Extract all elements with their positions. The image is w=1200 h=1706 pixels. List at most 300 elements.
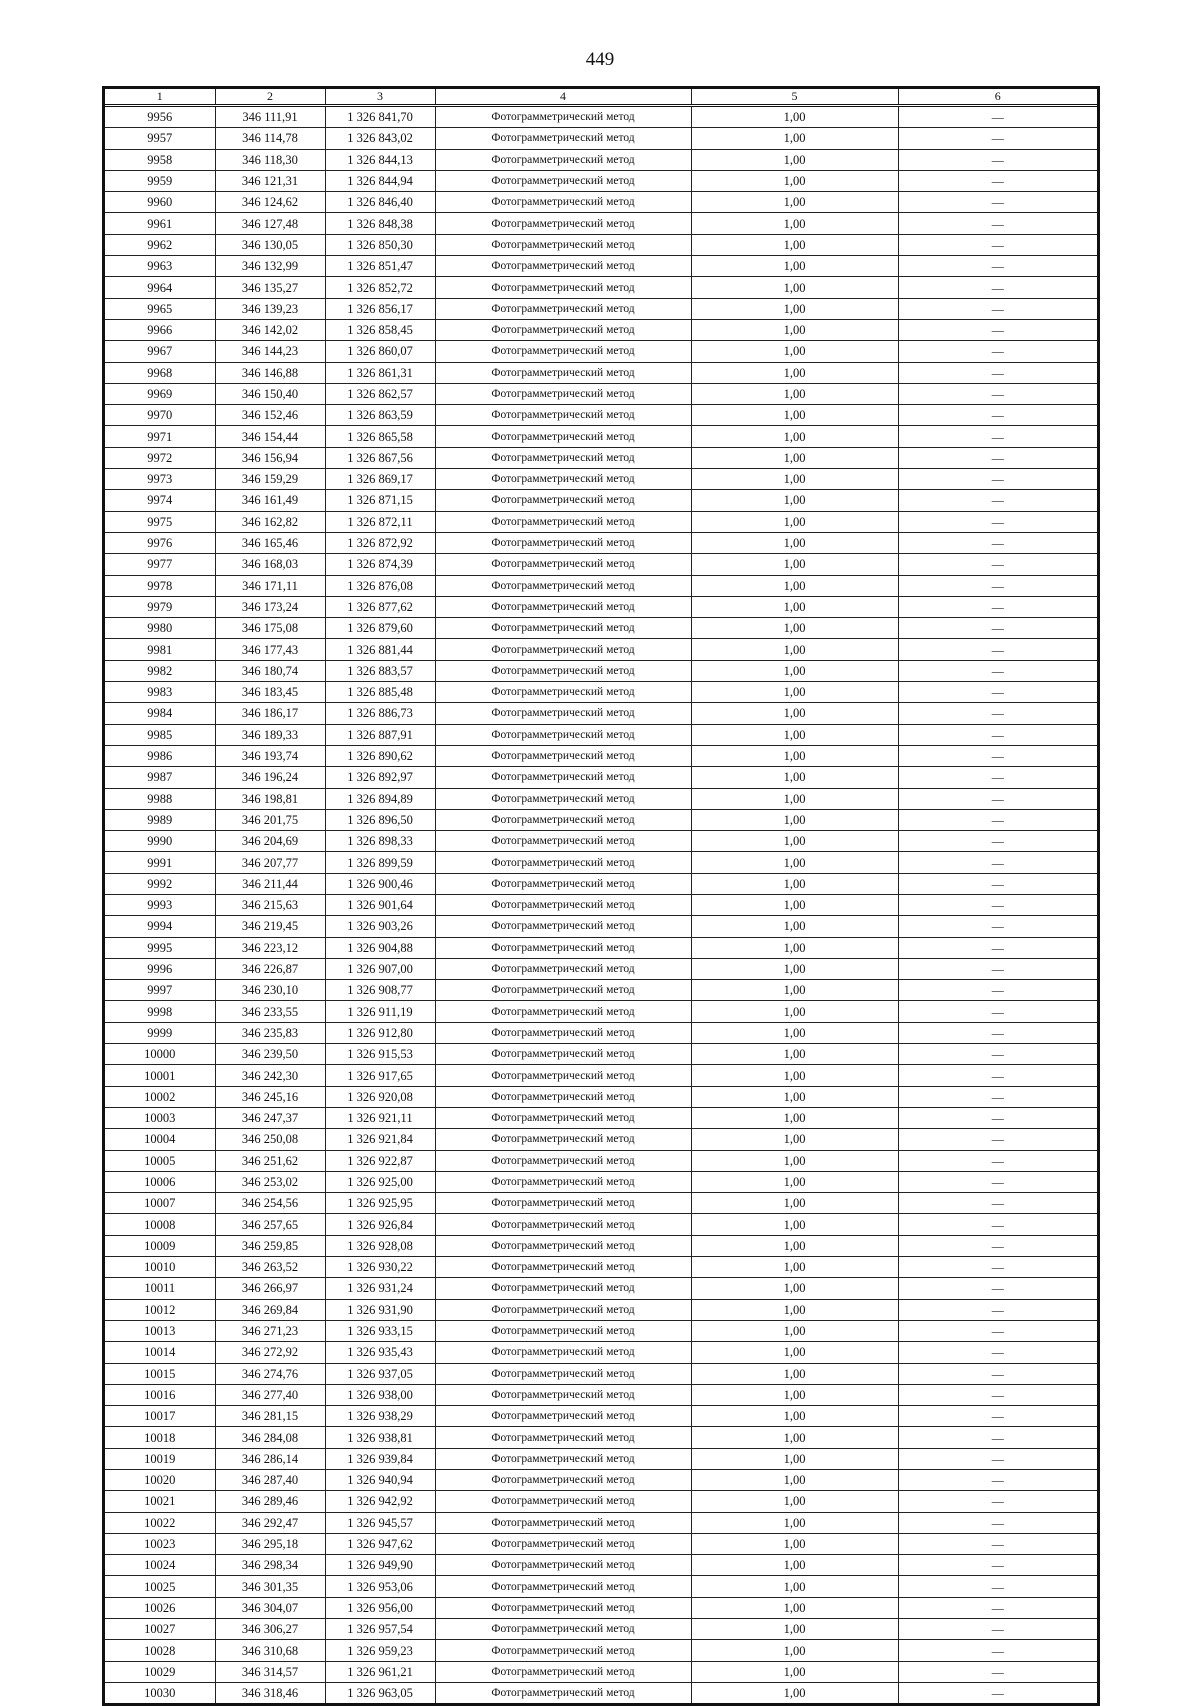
accuracy-cell: 1,00 — [691, 788, 898, 809]
method-cell: Фотограмметрический метод — [435, 1171, 691, 1192]
x-coordinate-cell: 346 135,27 — [215, 277, 325, 298]
point-number-cell: 10029 — [105, 1661, 215, 1682]
accuracy-cell: 1,00 — [691, 341, 898, 362]
note-cell: — — [898, 1129, 1097, 1150]
table-row — [105, 1576, 1097, 1597]
point-number-cell: 9961 — [105, 213, 215, 234]
method-cell: Фотограмметрический метод — [435, 1512, 691, 1533]
method-cell: Фотограмметрический метод — [435, 916, 691, 937]
column-header: 6 — [898, 89, 1097, 106]
accuracy-cell: 1,00 — [691, 1533, 898, 1554]
accuracy-cell: 1,00 — [691, 1363, 898, 1384]
method-cell: Фотограмметрический метод — [435, 682, 691, 703]
point-number-cell: 9987 — [105, 767, 215, 788]
point-number-cell: 9972 — [105, 447, 215, 468]
note-cell: — — [898, 596, 1097, 617]
accuracy-cell: 1,00 — [691, 532, 898, 553]
y-coordinate-cell: 1 326 862,57 — [325, 383, 435, 404]
x-coordinate-cell: 346 150,40 — [215, 383, 325, 404]
x-coordinate-cell: 346 211,44 — [215, 873, 325, 894]
note-cell: — — [898, 277, 1097, 298]
x-coordinate-cell: 346 230,10 — [215, 980, 325, 1001]
point-number-cell: 10011 — [105, 1278, 215, 1299]
table-body — [105, 106, 1097, 1704]
y-coordinate-cell: 1 326 872,11 — [325, 511, 435, 532]
x-coordinate-cell: 346 274,76 — [215, 1363, 325, 1384]
point-number-cell: 9980 — [105, 618, 215, 639]
note-cell: — — [898, 1257, 1097, 1278]
y-coordinate-cell: 1 326 938,00 — [325, 1384, 435, 1405]
note-cell: — — [898, 660, 1097, 681]
accuracy-cell: 1,00 — [691, 937, 898, 958]
table-row — [105, 1086, 1097, 1107]
point-number-cell: 9958 — [105, 149, 215, 170]
accuracy-cell: 1,00 — [691, 1491, 898, 1512]
y-coordinate-cell: 1 326 896,50 — [325, 809, 435, 830]
y-coordinate-cell: 1 326 867,56 — [325, 447, 435, 468]
accuracy-cell: 1,00 — [691, 575, 898, 596]
y-coordinate-cell: 1 326 956,00 — [325, 1597, 435, 1618]
accuracy-cell: 1,00 — [691, 618, 898, 639]
table-row — [105, 1044, 1097, 1065]
note-cell: — — [898, 1363, 1097, 1384]
table-row — [105, 1193, 1097, 1214]
note-cell: — — [898, 128, 1097, 149]
point-number-cell: 10028 — [105, 1640, 215, 1661]
accuracy-cell: 1,00 — [691, 1257, 898, 1278]
method-cell: Фотограмметрический метод — [435, 106, 691, 128]
note-cell: — — [898, 1214, 1097, 1235]
y-coordinate-cell: 1 326 890,62 — [325, 745, 435, 766]
y-coordinate-cell: 1 326 861,31 — [325, 362, 435, 383]
y-coordinate-cell: 1 326 903,26 — [325, 916, 435, 937]
x-coordinate-cell: 346 251,62 — [215, 1150, 325, 1171]
point-number-cell: 10008 — [105, 1214, 215, 1235]
method-cell: Фотограмметрический метод — [435, 958, 691, 979]
x-coordinate-cell: 346 204,69 — [215, 831, 325, 852]
method-cell: Фотограмметрический метод — [435, 554, 691, 575]
note-cell: — — [898, 1533, 1097, 1554]
method-cell: Фотограмметрический метод — [435, 724, 691, 745]
point-number-cell: 9959 — [105, 170, 215, 191]
accuracy-cell: 1,00 — [691, 1278, 898, 1299]
accuracy-cell: 1,00 — [691, 916, 898, 937]
method-cell: Фотограмметрический метод — [435, 596, 691, 617]
accuracy-cell: 1,00 — [691, 149, 898, 170]
accuracy-cell: 1,00 — [691, 852, 898, 873]
accuracy-cell: 1,00 — [691, 1512, 898, 1533]
method-cell: Фотограмметрический метод — [435, 1022, 691, 1043]
y-coordinate-cell: 1 326 883,57 — [325, 660, 435, 681]
coordinates-table-frame — [102, 86, 1100, 1706]
y-coordinate-cell: 1 326 872,92 — [325, 532, 435, 553]
accuracy-cell: 1,00 — [691, 128, 898, 149]
y-coordinate-cell: 1 326 860,07 — [325, 341, 435, 362]
table-row — [105, 106, 1097, 128]
table-header-row — [105, 89, 1097, 106]
point-number-cell: 9984 — [105, 703, 215, 724]
y-coordinate-cell: 1 326 892,97 — [325, 767, 435, 788]
accuracy-cell: 1,00 — [691, 1171, 898, 1192]
point-number-cell: 9985 — [105, 724, 215, 745]
y-coordinate-cell: 1 326 886,73 — [325, 703, 435, 724]
x-coordinate-cell: 346 198,81 — [215, 788, 325, 809]
note-cell: — — [898, 1150, 1097, 1171]
y-coordinate-cell: 1 326 848,38 — [325, 213, 435, 234]
note-cell: — — [898, 170, 1097, 191]
x-coordinate-cell: 346 284,08 — [215, 1427, 325, 1448]
note-cell: — — [898, 192, 1097, 213]
y-coordinate-cell: 1 326 852,72 — [325, 277, 435, 298]
x-coordinate-cell: 346 277,40 — [215, 1384, 325, 1405]
y-coordinate-cell: 1 326 877,62 — [325, 596, 435, 617]
point-number-cell: 9983 — [105, 682, 215, 703]
y-coordinate-cell: 1 326 922,87 — [325, 1150, 435, 1171]
table-row — [105, 1107, 1097, 1128]
table-row — [105, 958, 1097, 979]
y-coordinate-cell: 1 326 928,08 — [325, 1235, 435, 1256]
x-coordinate-cell: 346 207,77 — [215, 852, 325, 873]
method-cell: Фотограмметрический метод — [435, 660, 691, 681]
note-cell: — — [898, 298, 1097, 319]
table-row — [105, 213, 1097, 234]
table-row — [105, 1278, 1097, 1299]
note-cell: — — [898, 1342, 1097, 1363]
point-number-cell: 9974 — [105, 490, 215, 511]
table-row — [105, 1512, 1097, 1533]
accuracy-cell: 1,00 — [691, 980, 898, 1001]
accuracy-cell: 1,00 — [691, 767, 898, 788]
note-cell: — — [898, 106, 1097, 128]
x-coordinate-cell: 346 306,27 — [215, 1619, 325, 1640]
x-coordinate-cell: 346 114,78 — [215, 128, 325, 149]
x-coordinate-cell: 346 271,23 — [215, 1320, 325, 1341]
table-row — [105, 1342, 1097, 1363]
note-cell: — — [898, 788, 1097, 809]
accuracy-cell: 1,00 — [691, 1470, 898, 1491]
x-coordinate-cell: 346 292,47 — [215, 1512, 325, 1533]
x-coordinate-cell: 346 152,46 — [215, 405, 325, 426]
note-cell: — — [898, 1597, 1097, 1618]
accuracy-cell: 1,00 — [691, 192, 898, 213]
point-number-cell: 9963 — [105, 256, 215, 277]
table-row — [105, 554, 1097, 575]
accuracy-cell: 1,00 — [691, 277, 898, 298]
table-row — [105, 1640, 1097, 1661]
table-row — [105, 511, 1097, 532]
point-number-cell: 10002 — [105, 1086, 215, 1107]
table-row — [105, 937, 1097, 958]
x-coordinate-cell: 346 257,65 — [215, 1214, 325, 1235]
point-number-cell: 9998 — [105, 1001, 215, 1022]
x-coordinate-cell: 346 159,29 — [215, 469, 325, 490]
note-cell: — — [898, 1299, 1097, 1320]
method-cell: Фотограмметрический метод — [435, 1406, 691, 1427]
table-row — [105, 1533, 1097, 1554]
y-coordinate-cell: 1 326 907,00 — [325, 958, 435, 979]
point-number-cell: 9962 — [105, 234, 215, 255]
accuracy-cell: 1,00 — [691, 1022, 898, 1043]
method-cell: Фотограмметрический метод — [435, 1619, 691, 1640]
y-coordinate-cell: 1 326 957,54 — [325, 1619, 435, 1640]
note-cell: — — [898, 831, 1097, 852]
y-coordinate-cell: 1 326 949,90 — [325, 1555, 435, 1576]
table-row — [105, 724, 1097, 745]
x-coordinate-cell: 346 226,87 — [215, 958, 325, 979]
y-coordinate-cell: 1 326 901,64 — [325, 894, 435, 915]
table-row — [105, 319, 1097, 340]
accuracy-cell: 1,00 — [691, 511, 898, 532]
table-row — [105, 1150, 1097, 1171]
y-coordinate-cell: 1 326 911,19 — [325, 1001, 435, 1022]
note-cell: — — [898, 213, 1097, 234]
point-number-cell: 10024 — [105, 1555, 215, 1576]
accuracy-cell: 1,00 — [691, 596, 898, 617]
note-cell: — — [898, 1065, 1097, 1086]
accuracy-cell: 1,00 — [691, 106, 898, 128]
note-cell: — — [898, 724, 1097, 745]
table-row — [105, 1299, 1097, 1320]
point-number-cell: 9997 — [105, 980, 215, 1001]
table-row — [105, 383, 1097, 404]
x-coordinate-cell: 346 298,34 — [215, 1555, 325, 1576]
table-row — [105, 1257, 1097, 1278]
point-number-cell: 10014 — [105, 1342, 215, 1363]
x-coordinate-cell: 346 121,31 — [215, 170, 325, 191]
table-row — [105, 873, 1097, 894]
coordinates-table — [105, 89, 1097, 1703]
note-cell: — — [898, 809, 1097, 830]
note-cell: — — [898, 1086, 1097, 1107]
table-row — [105, 1022, 1097, 1043]
method-cell: Фотограмметрический метод — [435, 1597, 691, 1618]
method-cell: Фотограмметрический метод — [435, 1278, 691, 1299]
method-cell: Фотограмметрический метод — [435, 1150, 691, 1171]
method-cell: Фотограмметрический метод — [435, 1576, 691, 1597]
method-cell: Фотограмметрический метод — [435, 873, 691, 894]
note-cell: — — [898, 1044, 1097, 1065]
table-row — [105, 1619, 1097, 1640]
table-row — [105, 894, 1097, 915]
x-coordinate-cell: 346 304,07 — [215, 1597, 325, 1618]
y-coordinate-cell: 1 326 931,90 — [325, 1299, 435, 1320]
accuracy-cell: 1,00 — [691, 703, 898, 724]
method-cell: Фотограмметрический метод — [435, 1640, 691, 1661]
y-coordinate-cell: 1 326 938,29 — [325, 1406, 435, 1427]
note-cell: — — [898, 1661, 1097, 1682]
accuracy-cell: 1,00 — [691, 1086, 898, 1107]
method-cell: Фотограмметрический метод — [435, 532, 691, 553]
note-cell: — — [898, 1427, 1097, 1448]
x-coordinate-cell: 346 266,97 — [215, 1278, 325, 1299]
point-number-cell: 10026 — [105, 1597, 215, 1618]
column-header: 1 — [105, 89, 215, 106]
table-row — [105, 149, 1097, 170]
table-row — [105, 1320, 1097, 1341]
method-cell: Фотограмметрический метод — [435, 298, 691, 319]
accuracy-cell: 1,00 — [691, 1193, 898, 1214]
x-coordinate-cell: 346 168,03 — [215, 554, 325, 575]
y-coordinate-cell: 1 326 953,06 — [325, 1576, 435, 1597]
method-cell: Фотограмметрический метод — [435, 809, 691, 830]
method-cell: Фотограмметрический метод — [435, 1448, 691, 1469]
accuracy-cell: 1,00 — [691, 1107, 898, 1128]
y-coordinate-cell: 1 326 921,84 — [325, 1129, 435, 1150]
x-coordinate-cell: 346 250,08 — [215, 1129, 325, 1150]
table-row — [105, 1129, 1097, 1150]
point-number-cell: 9979 — [105, 596, 215, 617]
accuracy-cell: 1,00 — [691, 256, 898, 277]
x-coordinate-cell: 346 146,88 — [215, 362, 325, 383]
x-coordinate-cell: 346 162,82 — [215, 511, 325, 532]
table-row — [105, 1214, 1097, 1235]
table-row — [105, 575, 1097, 596]
method-cell: Фотограмметрический метод — [435, 1363, 691, 1384]
method-cell: Фотограмметрический метод — [435, 426, 691, 447]
y-coordinate-cell: 1 326 881,44 — [325, 639, 435, 660]
note-cell: — — [898, 618, 1097, 639]
table-row — [105, 1171, 1097, 1192]
x-coordinate-cell: 346 247,37 — [215, 1107, 325, 1128]
x-coordinate-cell: 346 235,83 — [215, 1022, 325, 1043]
table-row — [105, 788, 1097, 809]
point-number-cell: 9989 — [105, 809, 215, 830]
point-number-cell: 9982 — [105, 660, 215, 681]
point-number-cell: 10022 — [105, 1512, 215, 1533]
note-cell: — — [898, 1235, 1097, 1256]
note-cell: — — [898, 469, 1097, 490]
method-cell: Фотограмметрический метод — [435, 894, 691, 915]
y-coordinate-cell: 1 326 921,11 — [325, 1107, 435, 1128]
accuracy-cell: 1,00 — [691, 447, 898, 468]
note-cell: — — [898, 447, 1097, 468]
x-coordinate-cell: 346 177,43 — [215, 639, 325, 660]
y-coordinate-cell: 1 326 931,24 — [325, 1278, 435, 1299]
table-row — [105, 490, 1097, 511]
note-cell: — — [898, 852, 1097, 873]
note-cell: — — [898, 1320, 1097, 1341]
accuracy-cell: 1,00 — [691, 405, 898, 426]
note-cell: — — [898, 1682, 1097, 1703]
point-number-cell: 9975 — [105, 511, 215, 532]
accuracy-cell: 1,00 — [691, 1342, 898, 1363]
method-cell: Фотограмметрический метод — [435, 1214, 691, 1235]
method-cell: Фотограмметрический метод — [435, 1065, 691, 1086]
x-coordinate-cell: 346 310,68 — [215, 1640, 325, 1661]
table-row — [105, 405, 1097, 426]
y-coordinate-cell: 1 326 942,92 — [325, 1491, 435, 1512]
x-coordinate-cell: 346 201,75 — [215, 809, 325, 830]
method-cell: Фотограмметрический метод — [435, 1086, 691, 1107]
method-cell: Фотограмметрический метод — [435, 1342, 691, 1363]
accuracy-cell: 1,00 — [691, 1406, 898, 1427]
method-cell: Фотограмметрический метод — [435, 1470, 691, 1491]
point-number-cell: 10006 — [105, 1171, 215, 1192]
point-number-cell: 9994 — [105, 916, 215, 937]
x-coordinate-cell: 346 193,74 — [215, 745, 325, 766]
point-number-cell: 10018 — [105, 1427, 215, 1448]
accuracy-cell: 1,00 — [691, 1384, 898, 1405]
point-number-cell: 10021 — [105, 1491, 215, 1512]
point-number-cell: 10019 — [105, 1448, 215, 1469]
point-number-cell: 9988 — [105, 788, 215, 809]
accuracy-cell: 1,00 — [691, 426, 898, 447]
accuracy-cell: 1,00 — [691, 1044, 898, 1065]
accuracy-cell: 1,00 — [691, 1299, 898, 1320]
note-cell: — — [898, 1512, 1097, 1533]
x-coordinate-cell: 346 281,15 — [215, 1406, 325, 1427]
accuracy-cell: 1,00 — [691, 1448, 898, 1469]
method-cell: Фотограмметрический метод — [435, 405, 691, 426]
method-cell: Фотограмметрический метод — [435, 1257, 691, 1278]
x-coordinate-cell: 346 183,45 — [215, 682, 325, 703]
method-cell: Фотограмметрический метод — [435, 639, 691, 660]
table-row — [105, 831, 1097, 852]
accuracy-cell: 1,00 — [691, 724, 898, 745]
method-cell: Фотограмметрический метод — [435, 447, 691, 468]
y-coordinate-cell: 1 326 925,95 — [325, 1193, 435, 1214]
x-coordinate-cell: 346 318,46 — [215, 1682, 325, 1703]
note-cell: — — [898, 341, 1097, 362]
table-row — [105, 1661, 1097, 1682]
y-coordinate-cell: 1 326 846,40 — [325, 192, 435, 213]
y-coordinate-cell: 1 326 869,17 — [325, 469, 435, 490]
y-coordinate-cell: 1 326 908,77 — [325, 980, 435, 1001]
column-header: 2 — [215, 89, 325, 106]
x-coordinate-cell: 346 301,35 — [215, 1576, 325, 1597]
y-coordinate-cell: 1 326 844,94 — [325, 170, 435, 191]
point-number-cell: 10025 — [105, 1576, 215, 1597]
x-coordinate-cell: 346 165,46 — [215, 532, 325, 553]
note-cell: — — [898, 362, 1097, 383]
x-coordinate-cell: 346 156,94 — [215, 447, 325, 468]
table-row — [105, 426, 1097, 447]
note-cell: — — [898, 1491, 1097, 1512]
y-coordinate-cell: 1 326 937,05 — [325, 1363, 435, 1384]
accuracy-cell: 1,00 — [691, 1640, 898, 1661]
note-cell: — — [898, 1278, 1097, 1299]
table-row — [105, 1448, 1097, 1469]
y-coordinate-cell: 1 326 887,91 — [325, 724, 435, 745]
note-cell: — — [898, 958, 1097, 979]
note-cell: — — [898, 937, 1097, 958]
x-coordinate-cell: 346 263,52 — [215, 1257, 325, 1278]
y-coordinate-cell: 1 326 841,70 — [325, 106, 435, 128]
note-cell: — — [898, 639, 1097, 660]
note-cell: — — [898, 1555, 1097, 1576]
accuracy-cell: 1,00 — [691, 1682, 898, 1703]
table-row — [105, 682, 1097, 703]
y-coordinate-cell: 1 326 900,46 — [325, 873, 435, 894]
y-coordinate-cell: 1 326 945,57 — [325, 1512, 435, 1533]
table-row — [105, 1065, 1097, 1086]
table-row — [105, 916, 1097, 937]
method-cell: Фотограмметрический метод — [435, 362, 691, 383]
point-number-cell: 9970 — [105, 405, 215, 426]
note-cell: — — [898, 234, 1097, 255]
y-coordinate-cell: 1 326 885,48 — [325, 682, 435, 703]
x-coordinate-cell: 346 223,12 — [215, 937, 325, 958]
accuracy-cell: 1,00 — [691, 958, 898, 979]
note-cell: — — [898, 383, 1097, 404]
note-cell: — — [898, 405, 1097, 426]
accuracy-cell: 1,00 — [691, 469, 898, 490]
x-coordinate-cell: 346 287,40 — [215, 1470, 325, 1491]
method-cell: Фотограмметрический метод — [435, 937, 691, 958]
point-number-cell: 10017 — [105, 1406, 215, 1427]
point-number-cell: 10027 — [105, 1619, 215, 1640]
x-coordinate-cell: 346 259,85 — [215, 1235, 325, 1256]
